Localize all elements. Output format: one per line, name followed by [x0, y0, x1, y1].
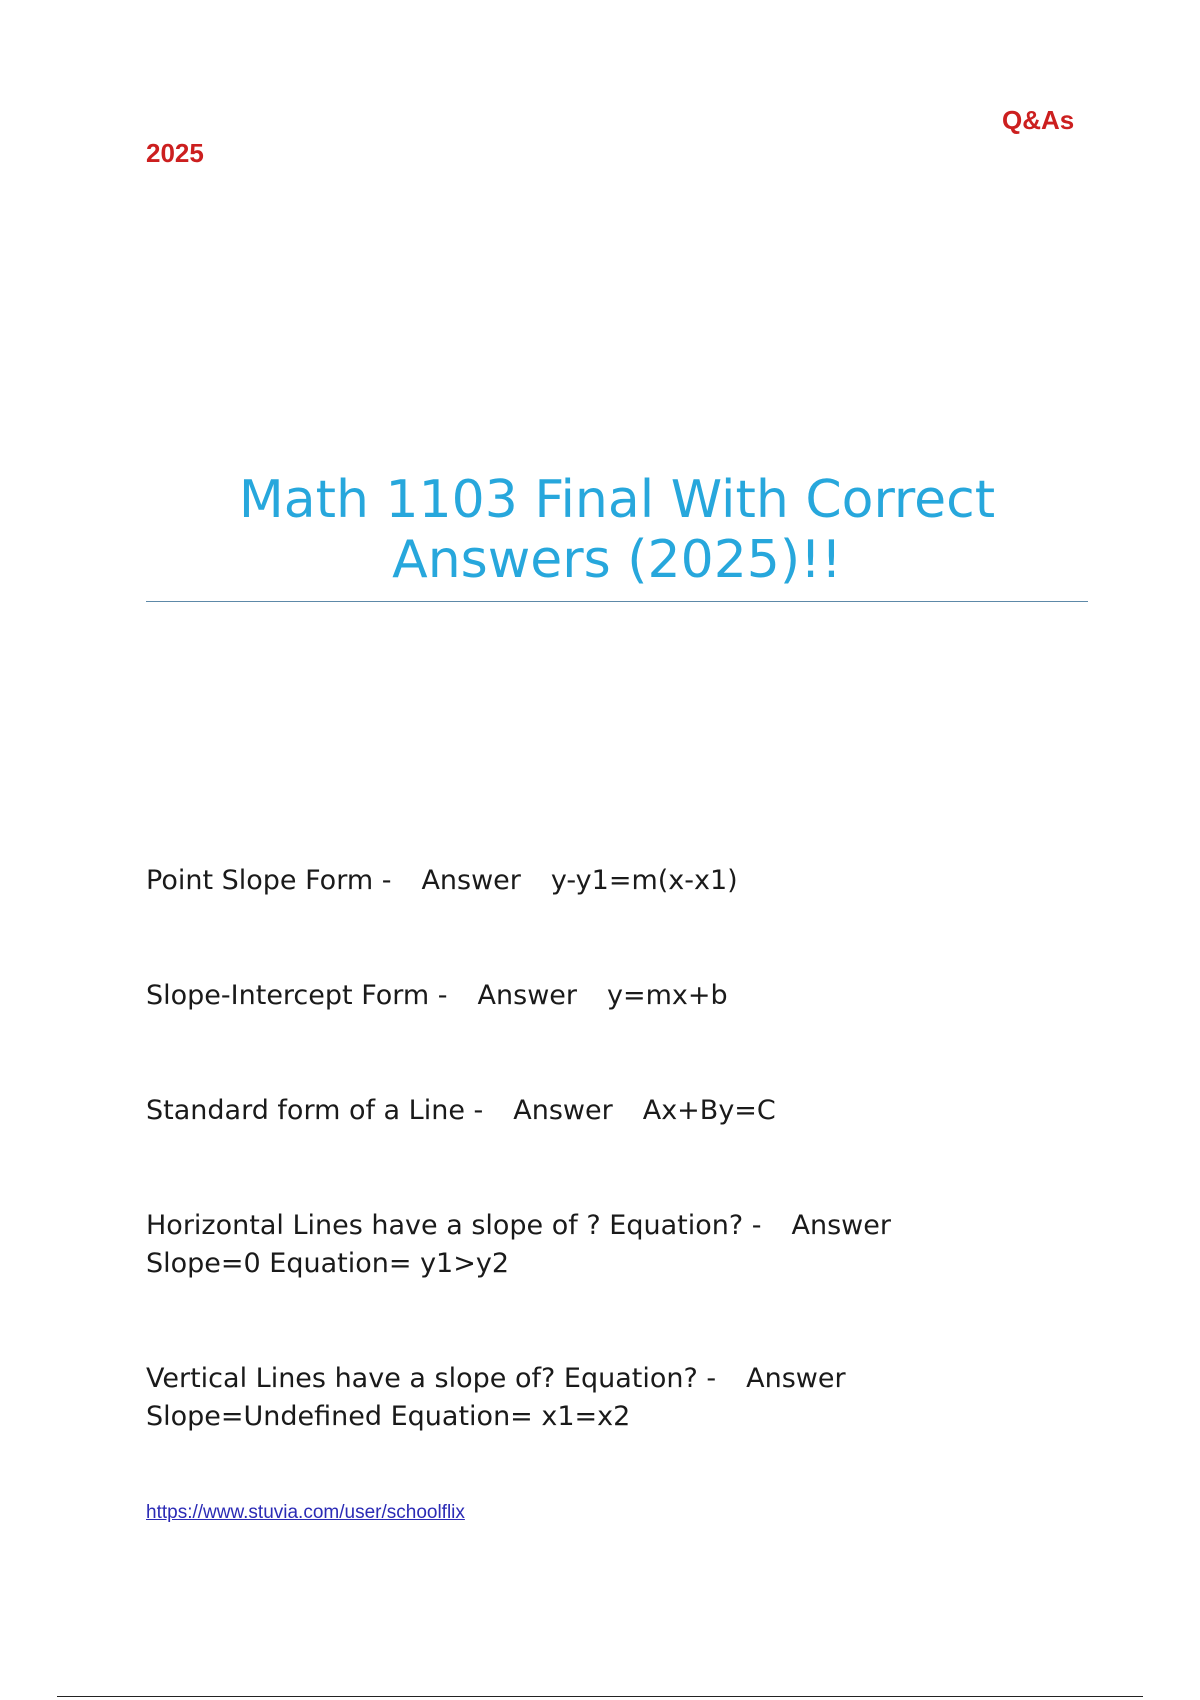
qa-answer-label: Answer [791, 1210, 891, 1241]
qa-answer: Slope=0 Equation= y1>y2 [146, 1248, 510, 1279]
qa-question: Standard form of a Line - [146, 1095, 484, 1126]
header-qas-label: Q&As [1002, 105, 1075, 135]
title-line-2: Answers (2025)!! [392, 530, 842, 590]
qa-item-standard-form [146, 1092, 1046, 1130]
title-underline-divider [146, 601, 1088, 602]
document-title [146, 470, 1088, 590]
qa-answer: y=mx+b [607, 980, 728, 1011]
qa-item-vertical-lines [146, 1360, 1046, 1436]
qa-item-point-slope [146, 862, 1046, 900]
qa-answer: Ax+By=C [642, 1095, 776, 1126]
qa-question: Point Slope Form - [146, 865, 392, 896]
qa-item-slope-intercept [146, 977, 1046, 1015]
qa-answer: y-y1=m(x-x1) [550, 865, 738, 896]
title-line-1: Math 1103 Final With Correct [238, 470, 996, 530]
qa-question: Vertical Lines have a slope of? Equation? - [146, 1363, 717, 1394]
source-link[interactable]: https://www.stuvia.com/user/schoolflix [146, 1502, 465, 1523]
header-year-label: 2025 [146, 138, 204, 168]
qa-answer: Slope=Undefined Equation= x1=x2 [146, 1401, 631, 1432]
qa-answer-label: Answer [421, 865, 521, 896]
qa-item-horizontal-lines [146, 1207, 1046, 1283]
qa-answer-label: Answer [513, 1095, 613, 1126]
qa-question: Slope-Intercept Form - [146, 980, 448, 1011]
footer-divider [57, 1696, 1143, 1697]
qa-question: Horizontal Lines have a slope of ? Equation? - [146, 1210, 762, 1241]
qa-list [146, 862, 1046, 1436]
qa-answer-label: Answer [477, 980, 577, 1011]
qa-answer-label: Answer [746, 1363, 846, 1394]
